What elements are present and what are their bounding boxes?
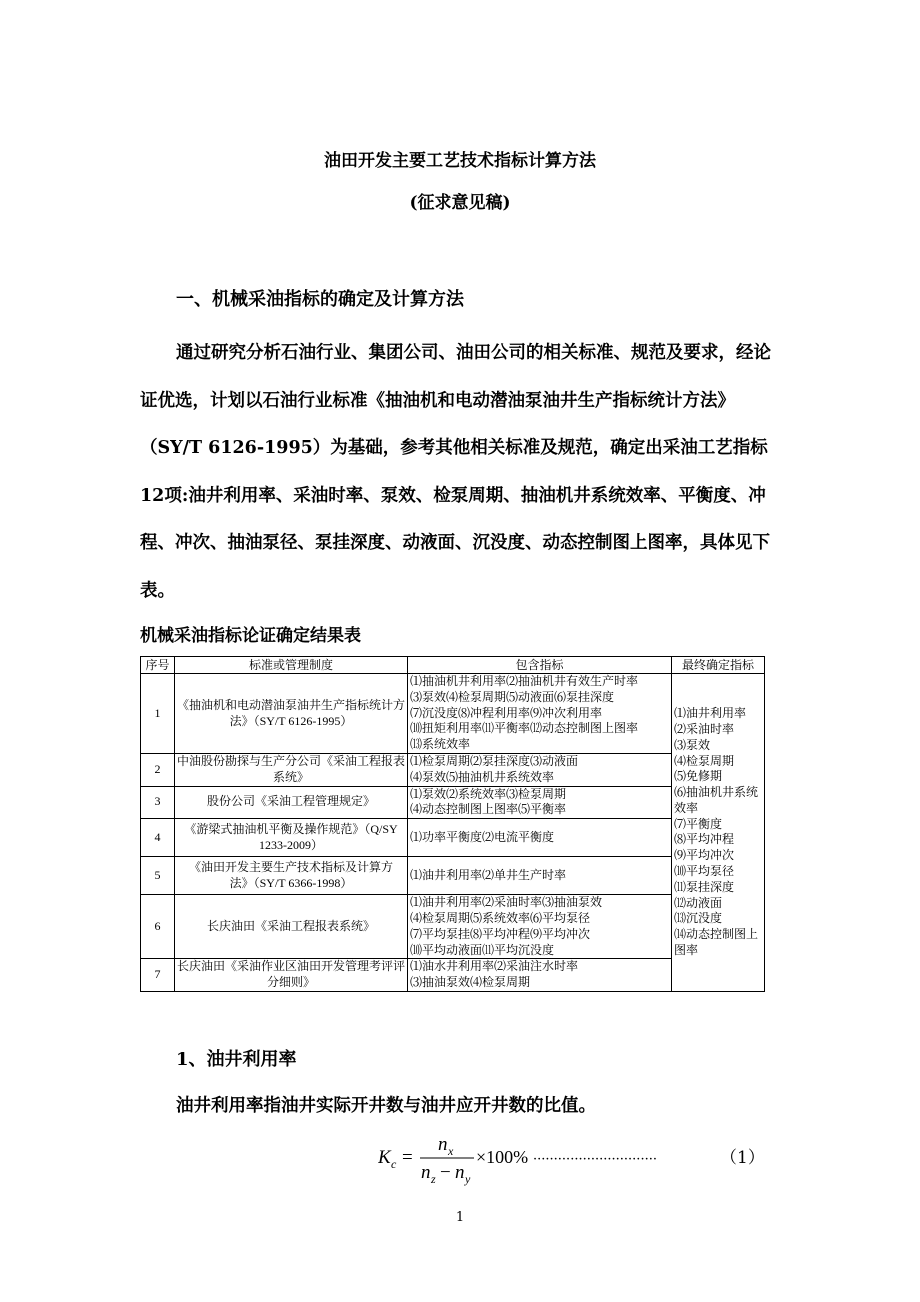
row-includes [408,786,672,819]
row-standard: 中油股份勘探与生产分公司《采油工程报表系统》 [175,754,408,787]
section-heading: 一、机械采油指标的确定及计算方法 [176,289,464,310]
table-row [141,959,765,992]
final-item: ⒁动态控制图上图率 [674,927,759,958]
final-item: ⑺平衡度 [674,816,723,831]
final-item: ⑸免修期 [674,769,723,784]
table-row [141,754,765,787]
final-item: ⑵采油时率 [674,721,735,736]
include-line: ⑺沉没度⑻冲程利用率⑼冲次利用率 [410,705,603,720]
include-line: ⑷检泵周期⑸系统效率⑹平均泵径 [410,910,591,925]
include-line: ⑴油水井利用率⑵采油注水时率 [410,959,579,974]
row-includes [408,754,672,787]
formula-number: （1） [720,1148,765,1168]
row-number: 2 [141,754,175,787]
results-table [140,656,765,992]
final-item: ⑷检泵周期 [674,753,735,768]
row-number: 4 [141,819,175,857]
intro-paragraph [140,330,780,615]
col-header-standard: 标准或管理制度 [175,657,408,674]
formula-den-1: n [421,1162,431,1183]
formula-dots: ······························ [533,1152,657,1167]
include-line: ⑷泵效⑸抽油机井系统效率 [410,769,555,784]
include-line: ⒀系统效率 [410,737,471,752]
formula-den-2: n [455,1162,465,1183]
include-line: ⑴检泵周期⑵泵挂深度⑶动液面 [410,754,579,768]
formula-den-sub-1: z [431,1172,436,1186]
row-includes [408,819,672,857]
table-row [141,857,765,895]
include-line: ⑶泵效⑷检泵周期⑸动液面⑹泵挂深度 [410,689,615,704]
intro-paragraph-text: 通过研究分析石油行业、集团公司、油田公司的相关标准、规范及要求，经论证优选，计划以石油行业标准《抽油机和电动潜油泵油井生产指标统计方法》（SY/T 6126-1995）为基础，参考其他相关标准及规范，确定出采油工艺指标12项:油井利用率、采油时率、泵效、检泵周期、抽油机井系统效率、平衡度、冲程、冲次、抽油泵径、泵挂深度、动液面、沉没度、动态控制图上图率，具体见下表。 [140,343,771,601]
final-item: ⑿动液面 [674,895,723,910]
row-includes [408,857,672,895]
final-item: ⒀沉没度 [674,911,723,926]
table-row [141,786,765,819]
row-includes [408,959,672,992]
table-row [141,819,765,857]
final-item: ⑴油井利用率 [674,706,747,721]
row-number: 6 [141,895,175,959]
final-item: ⑾泵挂深度 [674,879,735,894]
final-item: ⑽平均泵径 [674,864,735,879]
document-title: 油田开发主要工艺技术指标计算方法 [324,151,596,171]
row-number: 1 [141,674,175,754]
row-standard: 《抽油机和电动潜油泵油井生产指标统计方法》（SY/T 6126-1995） [175,674,408,754]
final-indicators [672,674,765,992]
include-line: ⑴油井利用率⑵采油时率⑶抽油泵效 [410,895,603,910]
row-number: 3 [141,786,175,819]
row-number: 7 [141,959,175,992]
col-header-no: 序号 [141,657,175,674]
formula-numerator: n [438,1134,448,1155]
table-row [141,674,765,754]
table-caption: 机械采油指标论证确定结果表 [140,626,361,646]
final-item: ⑼平均冲次 [674,848,735,863]
include-line: ⑴泵效⑵系统效率⑶检泵周期 [410,786,567,801]
final-item: ⑶泵效 [674,737,711,752]
subsection-heading: 1、油井利用率 [176,1049,297,1070]
formula-equals: = [402,1147,413,1168]
row-standard: 长庆油田《采油工程报表系统》 [175,895,408,959]
formula-minus: − [440,1162,451,1183]
row-standard: 《油田开发主要生产技术指标及计算方法》（SY/T 6366-1998） [175,857,408,895]
include-line: ⑶抽油泵效⑷检泵周期 [410,975,531,990]
row-number: 5 [141,857,175,895]
page-number: 1 [455,1210,465,1225]
include-line: ⑽扭矩利用率⑾平衡率⑿动态控制图上图率 [410,721,639,736]
col-header-includes: 包含指标 [408,657,672,674]
final-item: ⑹抽油机井系统效率 [674,785,759,815]
final-item: ⑻平均冲程 [674,832,735,847]
formula-1 [378,1134,778,1186]
row-includes [408,674,672,754]
include-line: ⑷动态控制图上图率⑸平衡率 [410,802,567,817]
include-line: ⑽平均动液面⑾平均沉没度 [410,942,555,957]
formula-times: ×100% [476,1147,529,1167]
include-line: ⑺平均泵挂⑻平均冲程⑼平均冲次 [410,926,591,941]
definition-text: 油井利用率指油井实际开井数与油井应开井数的比值。 [176,1096,596,1116]
include-line: ⑴油井利用率⑵单井生产时率 [410,867,567,882]
row-standard: 长庆油田《采油作业区油田开发管理考评评分细则》 [175,959,408,992]
table-row [141,895,765,959]
formula-den-sub-2: y [465,1172,471,1186]
row-standard: 股份公司《采油工程管理规定》 [175,786,408,819]
col-header-final: 最终确定指标 [672,657,765,674]
document-subtitle: (征求意见稿) [409,193,511,213]
formula-lhs: K [378,1147,391,1168]
include-line: ⑴抽油机井利用率⑵抽油机井有效生产时率 [410,674,639,688]
row-standard: 《游梁式抽油机平衡及操作规范》（Q/SY 1233-2009） [175,819,408,857]
include-line: ⑴功率平衡度⑵电流平衡度 [410,829,555,844]
row-includes [408,895,672,959]
formula-numerator-sub: x [448,1144,454,1158]
formula-lhs-sub: c [391,1157,397,1171]
